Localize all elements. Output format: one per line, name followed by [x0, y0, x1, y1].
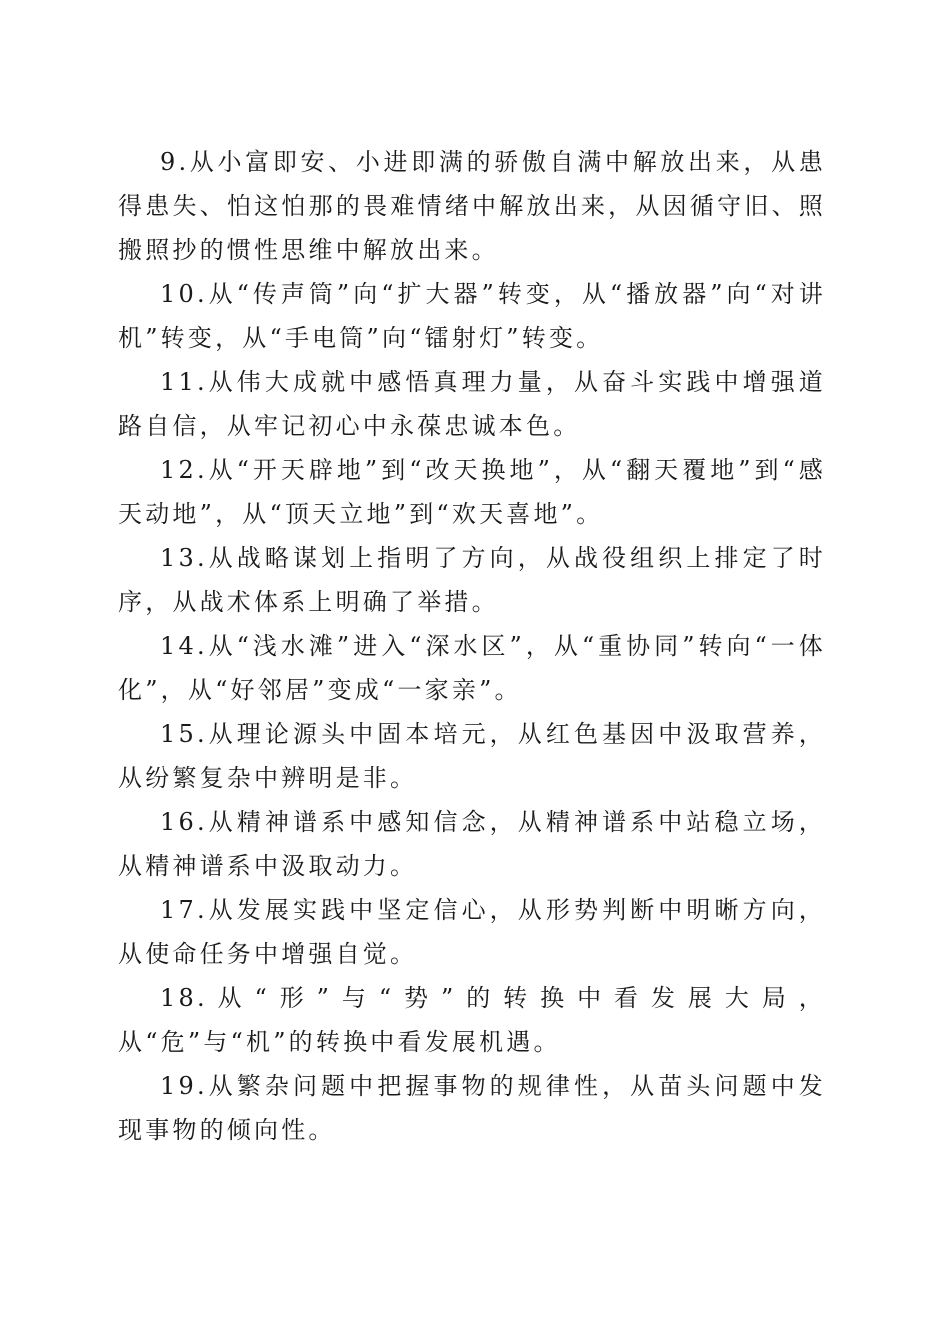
paragraph-item-10: 10.从“传声筒”向“扩大器”转变，从“播放器”向“对讲机”转变，从“手电筒”向“镭射灯”转变。 [118, 280, 826, 352]
paragraph-item-19: 19.从繁杂问题中把握事物的规律性，从苗头问题中发现事物的倾向性。 [118, 1072, 826, 1144]
paragraph-item-15: 15.从理论源头中固本培元，从红色基因中汲取营养，从纷繁复杂中辨明是非。 [118, 720, 826, 792]
paragraph-item-9: 9.从小富即安、小进即满的骄傲自满中解放出来，从患得患失、怕这怕那的畏难情绪中解放出来，从因循守旧、照搬照抄的惯性思维中解放出来。 [118, 148, 826, 264]
paragraph-item-17: 17.从发展实践中坚定信心，从形势判断中明晰方向，从使命任务中增强自觉。 [118, 896, 826, 968]
paragraph-item-13: 13.从战略谋划上指明了方向，从战役组织上排定了时序，从战术体系上明确了举措。 [118, 544, 826, 616]
document-body [118, 140, 826, 1152]
paragraph-item-18: 18.从“形”与“势”的转换中看发展大局，从“危”与“机”的转换中看发展机遇。 [118, 984, 826, 1056]
paragraph-item-16: 16.从精神谱系中感知信念，从精神谱系中站稳立场，从精神谱系中汲取动力。 [118, 808, 826, 880]
paragraph-item-14: 14.从“浅水滩”进入“深水区”，从“重协同”转向“一体化”，从“好邻居”变成“一家亲”。 [118, 632, 826, 704]
paragraph-item-11: 11.从伟大成就中感悟真理力量，从奋斗实践中增强道路自信，从牢记初心中永葆忠诚本色。 [118, 368, 826, 440]
paragraph-item-12: 12.从“开天辟地”到“改天换地”，从“翻天覆地”到“感天动地”，从“顶天立地”到“欢天喜地”。 [118, 456, 826, 528]
